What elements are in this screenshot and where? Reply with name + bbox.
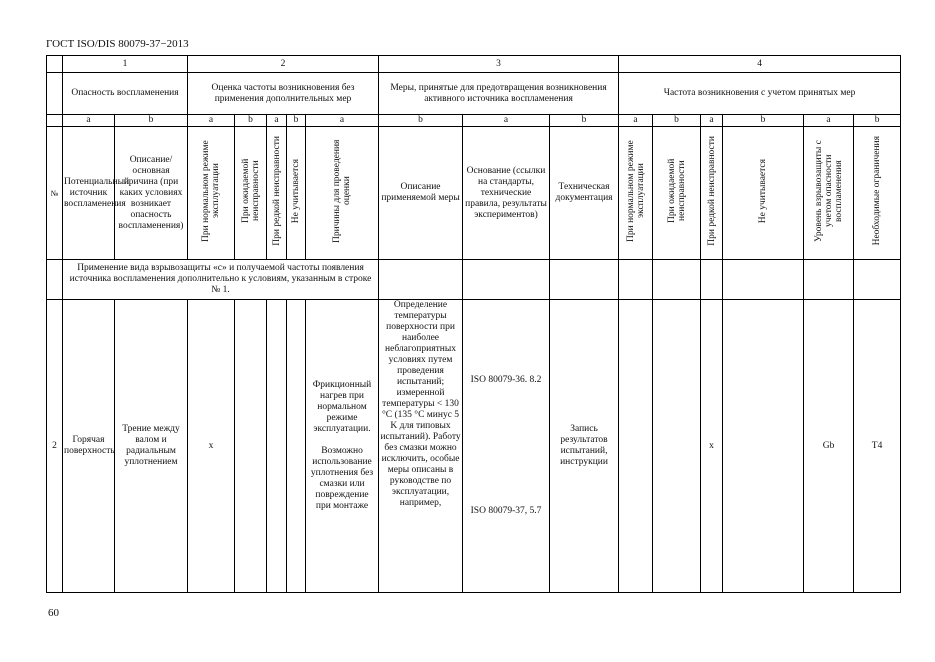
sub-letter: a: [267, 115, 287, 127]
table-row: [47, 300, 901, 593]
sub-letter: a: [306, 115, 379, 127]
header-expected-fault-after: При ожидаемой неисправности: [666, 158, 687, 224]
header-measure-description: Описание применяемой меры: [379, 127, 463, 260]
sub-letter: a: [463, 115, 550, 127]
sub-letter: b: [115, 115, 188, 127]
sub-letter: a: [188, 115, 235, 127]
header-rare-fault: При редкой неисправности: [271, 136, 282, 246]
sub-letter: a: [63, 115, 115, 127]
header-basis: Основание (ссылки на стандарты, технические правила, результаты экспериментов): [463, 127, 550, 260]
header-assessment-reasons: Причины для проведения оценки: [332, 139, 352, 243]
documentation-cell: Запись результатов испытаний, инструкции: [550, 300, 619, 593]
basis-cell: [463, 300, 550, 593]
page-header: ГОСТ ISO/DIS 80079-37−2013: [46, 38, 189, 50]
header-restrictions: Необходимые ограничения: [872, 136, 883, 246]
header-not-considered-after: Не учитывается: [758, 158, 769, 224]
measure-cell: Определение температуры поверхности при наиболее неблагоприятных условиях путем проведения испытаний; измеренной температуры < 130 °C (135 °C минус 5 K для типовых испытаний). Работу без смазки можно исключить, особые меры описаны в руководстве по эксплуатации, например,: [379, 300, 463, 593]
reasons-text: Фрикционный нагрев при нормальном режиме эксплуатации.: [312, 380, 372, 434]
reasons-cell: [306, 300, 379, 593]
sub-letter: a: [804, 115, 854, 127]
row-number-header: №: [47, 127, 63, 260]
basis-ref-1: ISO 80079-36. 8.2: [470, 375, 542, 385]
header-rare-fault-after: При редкой неисправности: [706, 136, 717, 246]
reasons-text-2: Возможно использование уплотнения без смазки или повреждение при монтаже: [310, 446, 374, 511]
section-note: Применение вида взрывозащиты «c» и получаемой частоты появления источника воспламенения дополнительно к условиям, указанным в строке № 1.: [63, 260, 379, 300]
header-technical-documentation: Техническая документация: [550, 127, 619, 260]
sub-letter: a: [619, 115, 653, 127]
column-header-row: [47, 127, 901, 260]
normal-operation-mark: x: [188, 300, 235, 593]
header-normal-operation-after: При нормальном режиме эксплуатации: [625, 140, 646, 242]
group-number: 3: [379, 56, 619, 73]
header-ignition-source: Потенциальный источник воспламенения: [63, 127, 115, 260]
ignition-source-cell: Горячая поверхность: [63, 300, 115, 593]
group-number: 2: [188, 56, 379, 73]
group-number: 4: [619, 56, 901, 73]
page-number: 60: [48, 607, 59, 619]
sub-letter: b: [379, 115, 463, 127]
sub-letter: b: [550, 115, 619, 127]
rare-fault-mark: x: [701, 300, 723, 593]
sub-letter: b: [723, 115, 804, 127]
basis-ref-2: ISO 80079-37, 5.7: [470, 506, 542, 516]
sub-letter: a: [701, 115, 723, 127]
sub-letter-row: [47, 115, 901, 127]
row-number: 2: [47, 300, 63, 593]
header-description: Описание/основная причина (при каких условиях возникает опасность воспламенения): [115, 127, 188, 260]
sub-letter: b: [854, 115, 901, 127]
cause-cell: Трение между валом и радиальным уплотнением: [115, 300, 188, 593]
header-expected-fault: При ожидаемой неисправности: [240, 158, 261, 224]
sub-letter: b: [235, 115, 267, 127]
column-number-row: [47, 56, 901, 73]
sub-letter: b: [287, 115, 306, 127]
ignition-hazard-table: [46, 55, 901, 593]
group-number: 1: [63, 56, 188, 73]
protection-level-cell: Gb: [804, 300, 854, 593]
header-protection-level: Уровень взрывозащиты с учетом опасности воспламенения: [813, 140, 844, 242]
group-frequency-without-measures: Оценка частоты возникновения без применения дополнительных мер: [188, 73, 379, 115]
group-header-row: [47, 73, 901, 115]
group-ignition-hazard: Опасность воспламенения: [63, 73, 188, 115]
restriction-cell: T4: [854, 300, 901, 593]
section-note-row: [47, 260, 901, 300]
group-measures: Меры, принятые для предотвращения возникновения активного источника воспламенения: [379, 73, 619, 115]
header-normal-operation: При нормальном режиме эксплуатации: [201, 140, 221, 242]
sub-letter: b: [653, 115, 701, 127]
group-frequency-with-measures: Частота возникновения с учетом принятых мер: [619, 73, 901, 115]
header-not-considered: Не учитывается: [291, 158, 301, 224]
